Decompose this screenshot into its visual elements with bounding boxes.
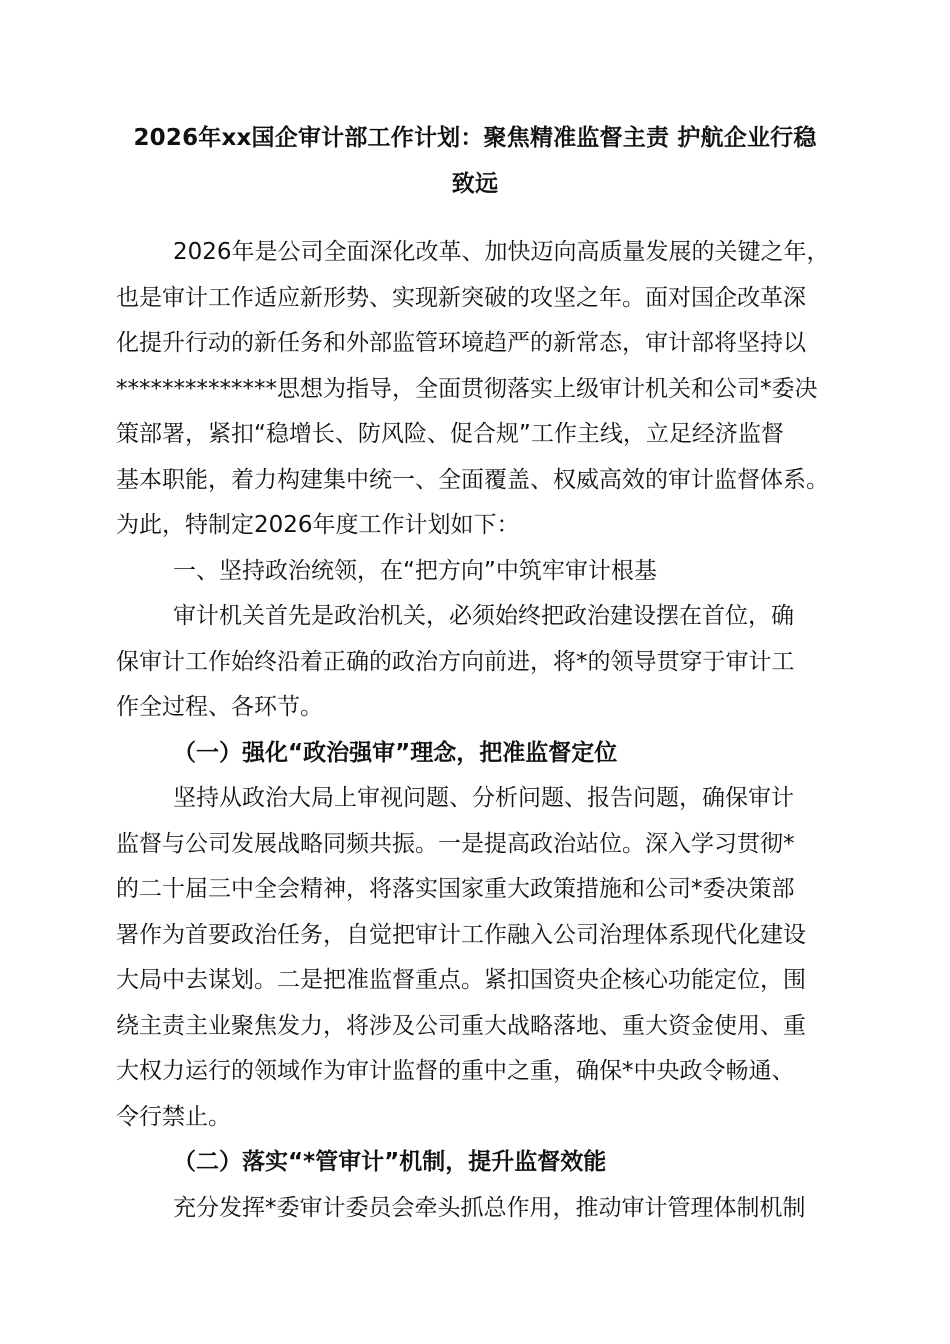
text-line: 绕主责主业聚焦发力，将涉及公司重大战略落地、重大资金使用、重 <box>116 1012 806 1039</box>
subsection-2-heading: （二）落实“*管审计”机制，提升监督效能 <box>173 1149 607 1175</box>
text-line: 监督与公司发展战略同频共振。一是提高政治站位。深入学习贯彻* <box>116 830 795 857</box>
text-line: 署作为首要政治任务，自觉把审计工作融入公司治理体系现代化建设 <box>116 921 806 948</box>
text-line: 大局中去谋划。二是把准监督重点。紧扣国资央企核心功能定位，围 <box>116 967 806 993</box>
subsection-2-paragraph <box>116 1186 846 1232</box>
text-line: 审计机关首先是政治机关，必须始终把政治建设摆在首位，确 <box>173 603 794 629</box>
text-line: 大权力运行的领域作为审计监督的重中之重，确保*中央政令畅通、 <box>116 1058 795 1084</box>
section-1-paragraph <box>116 594 846 731</box>
document-title <box>100 115 850 207</box>
text-line: 为此，特制定2026年度工作计划如下： <box>116 512 520 538</box>
text-line: 策部署，紧扣“稳增长、防风险、促合规”工作主线，立足经济监督 <box>116 421 784 447</box>
text-line: 的二十届三中全会精神，将落实国家重大政策措施和公司*委决策部 <box>116 876 795 902</box>
text-line: 令行禁止。 <box>116 1103 231 1130</box>
text-line: 保审计工作始终沿着正确的政治方向前进，将*的领导贯穿于审计工 <box>116 648 795 675</box>
document-body <box>116 230 846 1231</box>
text-line: 充分发挥*委审计委员会牵头抓总作用，推动审计管理体制机制 <box>173 1194 806 1221</box>
text-line: **************思想为指导，全面贯彻落实上级审计机关和公司*委决 <box>116 375 818 402</box>
subsection-1-heading: （一）强化“政治强审”理念，把准监督定位 <box>173 739 618 766</box>
text-line: 坚持从政治大局上审视问题、分析问题、报告问题，确保审计 <box>173 785 794 811</box>
text-line: 2026年是公司全面深化改革、加快迈向高质量发展的关键之年， <box>173 239 830 265</box>
intro-paragraph <box>116 230 846 549</box>
text-line: 化提升行动的新任务和外部监管环境趋严的新常态，审计部将坚持以 <box>116 330 806 356</box>
text-line: 作全过程、各环节。 <box>116 694 323 720</box>
title-line-1: 2026年xx国企审计部工作计划：聚焦精准监督主责 护航企业行稳 <box>133 125 817 151</box>
title-line-2: 致远 <box>451 171 499 197</box>
text-line: 基本职能，着力构建集中统一、全面覆盖、权威高效的审计监督体系。 <box>116 466 829 493</box>
text-line: 也是审计工作适应新形势、实现新突破的攻坚之年。面对国企改革深 <box>116 284 806 311</box>
subsection-1-paragraph <box>116 776 846 1140</box>
section-1-heading: 一、坚持政治统领，在“把方向”中筑牢审计根基 <box>173 557 657 584</box>
